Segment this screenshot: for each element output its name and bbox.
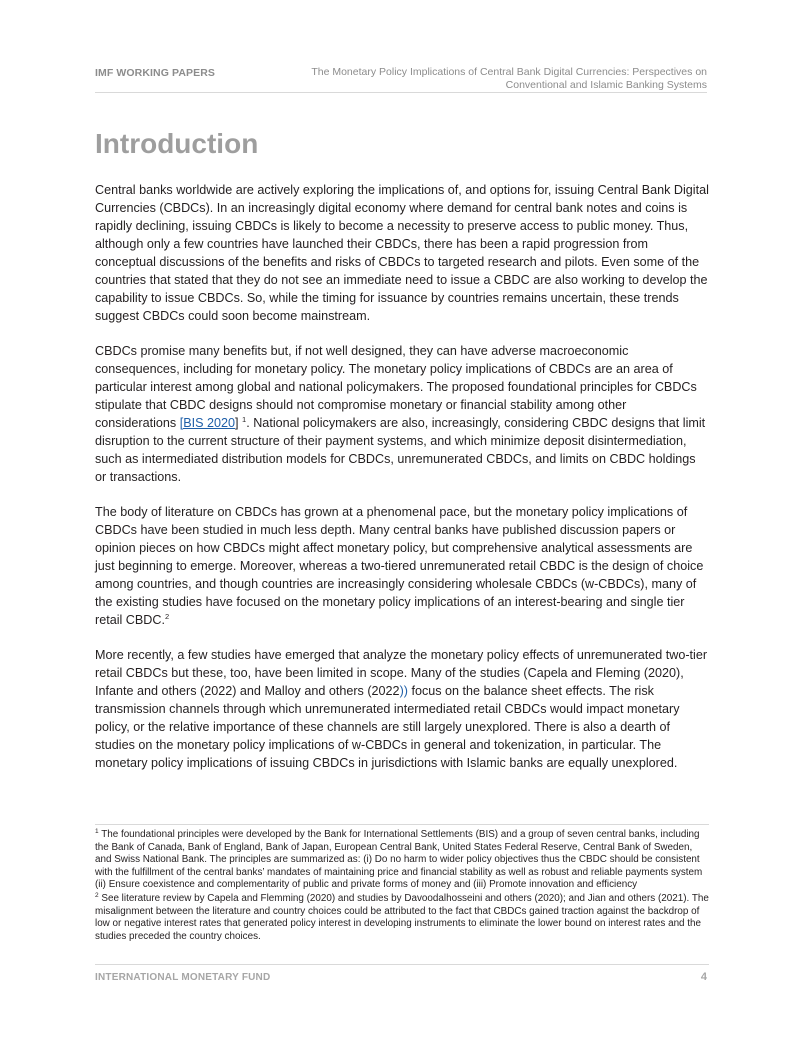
paragraph-1: Central banks worldwide are actively exploring the implications of, and options for, issuing Central Bank Digital Currencies (CBDCs). In an increasingly digital economy where demand for central bank notes and coins is rapidly declining, issuing CBDCs is likely to become a necessity to preserve access to public money. Thus, although only a few countries have launched their CBDCs, there has been a rapid progression from conceptual discussions of the benefits and risks of CBDCs to targeted research and pilots. Even some of the countries that stated that they do not see an immediate need to issue a CBDC are also working to develop the capability to issue CBDCs. So, while the timing for issuance by countries remains uncertain, these trends suggest CBDCs could soon become mainstream. [95, 183, 709, 323]
footnote-2-text: See literature review by Capela and Flemming (2020) and studies by Davoodalhosseini and others (2020); and Jian and others (2021). The misalignment between the literature and country choices could be attributed to the fact that CBDCs gained traction against the backdrop of low or negative interest rates that generated policy interest in developing instruments to eliminate the lower bound on interest rates and the studies preceded the country choices. [95, 892, 709, 942]
footnote-1-text: The foundational principles were developed by the Bank for International Settlements (BIS) and a group of seven central banks, including the Bank of Canada, Bank of England, Bank of Japan, European Central Bank, United States Federal Reserve, Central Bank of Sweden, and Swiss National Bank. The principles are summarized as: (i) Do no harm to wider policy objectives thus the CBDC should be consistent with the fulfillment of the central banks’ mandates of maintaining price and financial stability as well as robust and reliable payments system (ii) Ensure coexistence and complementarity of public and private forms of money and (iii) Promote innovation and efficiency [95, 829, 703, 891]
section-title: Introduction [95, 128, 259, 159]
citation-bracket: ] [235, 416, 243, 430]
footnote-separator [95, 824, 709, 825]
paragraph-2 [95, 342, 709, 486]
running-title-line2: Conventional and Islamic Banking Systems [505, 78, 707, 91]
paragraph-4-text-a: More recently, a few studies have emerged that analyze the monetary policy effects of unremunerated two-tier retail CBDCs but these, too, have been limited in scope. Many of the studies (Capela and Fleming (2020), Infante and others (2022) and Malloy and others (2022 [95, 648, 708, 698]
running-header [95, 66, 707, 93]
body-text [95, 181, 709, 789]
running-title-line1: The Monetary Policy Implications of Central Bank Digital Currencies: Perspectives on [311, 66, 707, 78]
page-footer [95, 964, 709, 989]
running-title [287, 66, 707, 91]
series-name: IMF WORKING PAPERS [95, 67, 216, 79]
footnotes [95, 829, 709, 944]
footer-organization: INTERNATIONAL MONETARY FUND [95, 972, 271, 983]
footnote-ref-1[interactable]: 1 [242, 415, 247, 424]
bis-2020-citation-link[interactable]: [BIS 2020 [179, 416, 236, 430]
footnote-1 [95, 829, 709, 892]
footnote-1-number: 1 [95, 828, 99, 835]
footnote-2-number: 2 [95, 891, 99, 899]
footnote-2 [95, 893, 709, 943]
paragraph-2-text-a: CBDCs promise many benefits but, if not well designed, they can have adverse macroeconomic consequences, including for monetary policy. The monetary policy implications of CBDCs are an area of particular interest among global and national policymakers. The proposed foundational principles for CBDCs stipulate that CBDC designs should not compromise monetary or financial stability among other considerations [95, 344, 697, 430]
paragraph-3 [95, 503, 709, 629]
malloy-2022-link[interactable]: )) [399, 684, 408, 698]
paragraph-4 [95, 646, 709, 772]
paragraph-4-text-b: focus on the balance sheet effects. The risk transmission channels through which unremunerated intermediated retail CBDCs would impact monetary policy, or the relative importance of these channels are still largely unexplored. There is also a dearth of studies on the monetary policy implications of w-CBDCs in general and tokenization, in particular. The monetary policy implications of issuing CBDCs in jurisdictions with Islamic banks are equally unexplored. [95, 684, 680, 770]
page-number: 4 [700, 971, 707, 983]
paragraph-2-text-b: . National policymakers are also, increasingly, considering CBDC designs that limit disruption to the current structure of their payment systems, and which minimize deposit disintermediation, such as intermediated distribution models for CBDCs, unremunerated CBDCs, and limits on CBDC holdings or transactions. [95, 416, 706, 484]
footnote-ref-2[interactable]: 2 [164, 612, 170, 621]
paragraph-3-text: The body of literature on CBDCs has grown at a phenomenal pace, but the monetary policy implications of CBDCs have been studied in much less depth. Many central banks have published discussion papers or opinion pieces on how CBDCs might affect monetary policy, but comprehensive analytical assessments are just beginning to emerge. Moreover, whereas a two-tiered unremunerated retail CBDC is the design of choice among countries, and though countries are increasingly considering wholesale CBDCs (w-CBDCs), many of the existing studies have focused on the monetary policy implications of an interest-bearing and single tier retail CBDC. [95, 505, 704, 627]
